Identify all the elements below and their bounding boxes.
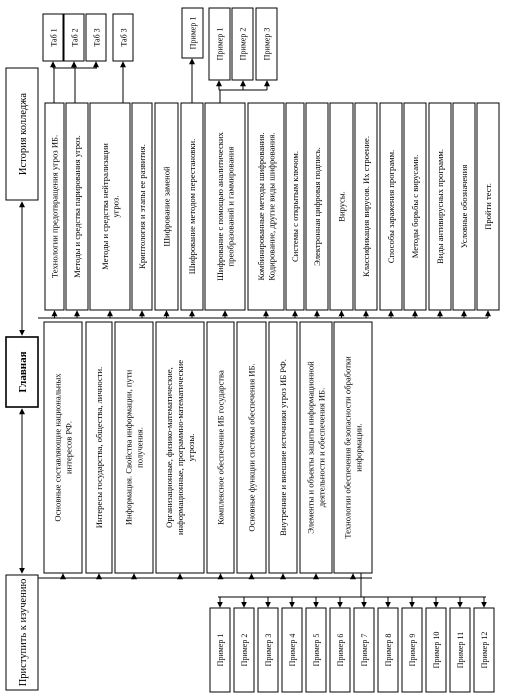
- middle-topic-label: Интересы государства, общества, личности.: [94, 366, 104, 529]
- middle-topic-label: деятельности и обеспечения ИБ.: [316, 387, 327, 508]
- bottom-example-label: Пример 11: [456, 631, 465, 669]
- middle-topic-label: Элементы и объекты защиты информационной: [305, 361, 316, 534]
- start-label: Приступить к изучению: [18, 578, 29, 687]
- tab-label: Таб 3: [92, 28, 102, 47]
- right-topic-label: Комбинированные методы шифрования.: [255, 132, 266, 281]
- right-topic-label: преобразований и гаммирования: [225, 146, 236, 267]
- bottom-example-label: Пример 9: [408, 633, 417, 667]
- tab-label: Таб 3: [119, 28, 129, 47]
- right-topic-label: Пройти тест.: [483, 183, 493, 230]
- middle-topic-label: интересов РФ.: [63, 421, 74, 474]
- right-topic-label: угроз.: [110, 195, 121, 218]
- bottom-example-label: Пример 8: [384, 633, 393, 667]
- history-label: История колледжа: [18, 92, 29, 176]
- right-topic-label: Криптология и этапы ее развития.: [137, 144, 147, 269]
- bottom-example-label: Пример 6: [336, 633, 345, 667]
- tab-label: Таб 2: [70, 28, 80, 47]
- top-example-label: Пример 3: [262, 27, 272, 61]
- right-topic-label: Вирусы.: [336, 191, 347, 222]
- middle-topic-label: угрозы.: [186, 433, 196, 462]
- bottom-example-label: Пример 2: [240, 633, 249, 667]
- bottom-example-label: Пример 7: [360, 633, 369, 667]
- right-topic-label: Системы с открытым ключом.: [290, 151, 300, 262]
- middle-topic-label: Комплексное обеспечение ИБ государства: [215, 370, 226, 525]
- middle-topic-label: Технологии обеспечения безопасности обработки: [342, 356, 353, 539]
- top-example-label: Пример 2: [238, 27, 248, 61]
- bottom-example-label: Пример 3: [264, 633, 273, 667]
- right-topic-label: Методы и средства парирования угроз.: [72, 135, 82, 278]
- middle-topic-label: Информация. Свойства информации, пути: [123, 369, 134, 526]
- top-examples-group: [182, 8, 277, 103]
- right-topic-label: Условные обозначения: [459, 164, 469, 249]
- right-topic-label: Способы заражения программ.: [386, 149, 396, 264]
- bottom-example-label: Пример 12: [480, 631, 489, 669]
- right-topic-label: Методы и средства нейтрализации: [99, 143, 110, 270]
- right-topic-label: Шифрование заменой: [161, 166, 172, 247]
- middle-topic-label: Внутренние и внешние источники угроз ИБ РФ.: [278, 359, 288, 536]
- right-topic-label: Электронная цифровая подпись.: [312, 147, 322, 266]
- right-topic-label: Методы борьбы с вирусами.: [410, 154, 420, 259]
- home-label: Главная: [17, 351, 29, 393]
- middle-topic-label: получения.: [134, 427, 145, 468]
- bottom-example-label: Пример 5: [312, 633, 321, 667]
- bottom-examples-group: [210, 573, 494, 692]
- middle-topic-label: Основные составляющие национальных: [52, 373, 63, 522]
- right-topic-label: Кодирование, другие виды шифрования.: [266, 132, 277, 281]
- tabs-group: [43, 14, 133, 103]
- bottom-example-label: Пример 1: [216, 633, 225, 667]
- middle-topic-group: [44, 322, 372, 578]
- bottom-example-label: Пример 4: [288, 633, 297, 667]
- middle-topic-label: информации.: [353, 423, 364, 472]
- middle-topic-label: Основные функции системы обеспечения ИБ.: [246, 363, 257, 532]
- tab-label: Таб 1: [49, 28, 59, 47]
- top-example-label: Пример 1: [215, 27, 225, 61]
- right-topic-label: Шифрование методом перестановки.: [187, 138, 197, 275]
- right-topic-label: Виды антивирусных программ.: [435, 148, 445, 265]
- middle-topic-label: информационные, программно-математические: [175, 359, 185, 536]
- right-topic-label: Классификация вирусов. Их строение.: [361, 136, 371, 277]
- right-topic-group: [38, 103, 499, 318]
- top-example-label: Пример 1: [188, 16, 198, 50]
- right-topic-label: Шифрование с помощью аналитических: [214, 132, 225, 281]
- bottom-example-label: Пример 10: [432, 631, 441, 669]
- right-topic-label: Технологии предотвращения угроз ИБ.: [49, 134, 60, 279]
- middle-topic-label: Организационные, физико-математические,: [164, 367, 174, 528]
